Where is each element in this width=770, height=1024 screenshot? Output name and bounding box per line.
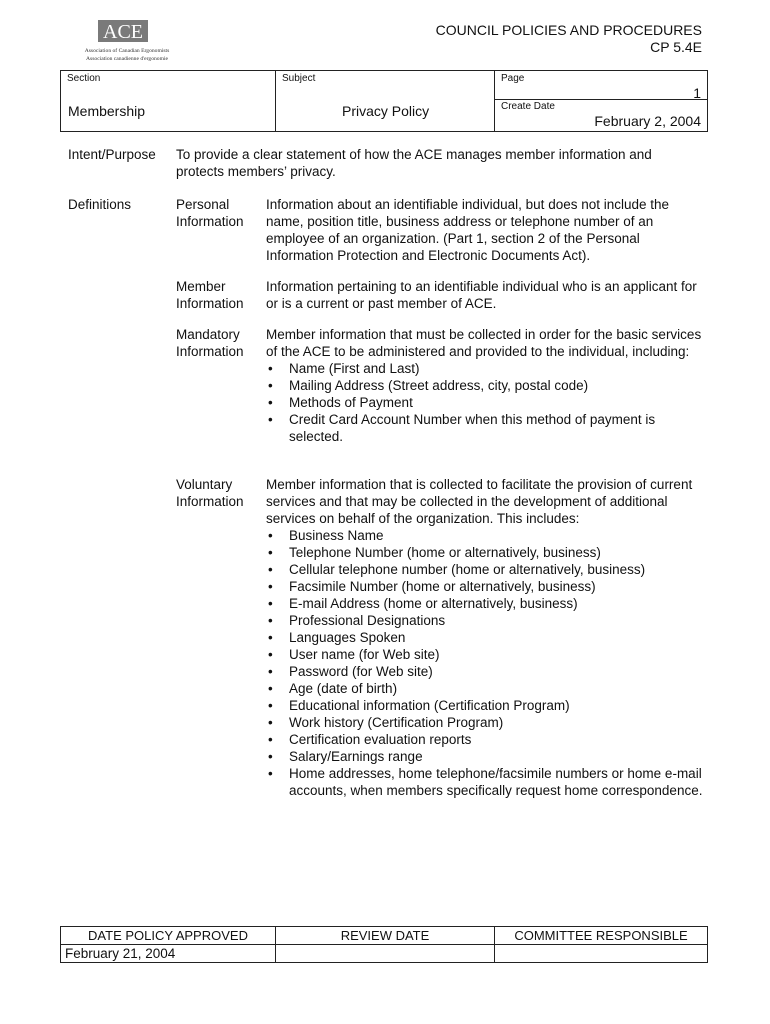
intent-row (68, 146, 708, 196)
list-item: • E-mail Address (home or alternatively, business) (266, 595, 706, 612)
list-item: • Educational information (Certification Program) (266, 697, 706, 714)
page-value: 1 (693, 85, 701, 101)
list-item: • Facsimile Number (home or alternatively, business) (266, 578, 706, 595)
list-item: • Age (date of birth) (266, 680, 706, 697)
subject-cell (276, 71, 495, 132)
mandatory-list (266, 360, 706, 445)
term-personal-information: Personal Information (176, 197, 244, 229)
list-item: • User name (for Web site) (266, 646, 706, 663)
definition-mandatory-body (266, 326, 706, 445)
definition-member-text: Information pertaining to an identifiable individual who is an applicant for or is a current or past member of ACE. (266, 279, 697, 311)
definition-mandatory-text: Member information that must be collected in order for the basic services of the ACE to be administered and provided to the individual, including: (266, 327, 702, 359)
subject-label: Subject (282, 73, 316, 84)
metadata-table (60, 70, 708, 132)
list-item: • Work history (Certification Program) (266, 714, 706, 731)
definition-member (68, 278, 708, 326)
committee-label: COMMITTEE RESPONSIBLE (495, 927, 708, 945)
ace-logo-mark (62, 18, 192, 66)
review-label: REVIEW DATE (276, 927, 495, 945)
document-header (436, 22, 702, 56)
voluntary-list (266, 527, 706, 799)
logo-acronym: ACE (103, 21, 143, 43)
ace-logo (62, 18, 192, 66)
definition-voluntary (68, 476, 708, 836)
definition-personal-text: Information about an identifiable individual, but does not include the name, position title, business address or telephone number of an employee of an organization. (Part 1, section 2 of the Personal Information Protection and Electronic Documents Act). (266, 197, 670, 263)
list-item: • Home addresses, home telephone/facsimile numbers or home e-mail accounts, when members specifically request home correspondence. (266, 765, 706, 799)
review-value (276, 945, 495, 963)
term-member-information: Member Information (176, 279, 244, 311)
page-cell (495, 71, 708, 100)
list-item: • Telephone Number (home or alternatively, business) (266, 544, 706, 561)
list-item: • Credit Card Account Number when this method of payment is selected. (266, 411, 706, 445)
definitions-label: Definitions (68, 197, 132, 212)
definition-mandatory (68, 326, 708, 476)
document-code: CP 5.4E (650, 39, 702, 55)
list-item: • Business Name (266, 527, 706, 544)
section-label: Section (67, 73, 101, 84)
list-item: • Mailing Address (Street address, city, postal code) (266, 377, 706, 394)
approved-label: DATE POLICY APPROVED (61, 927, 276, 945)
committee-value (495, 945, 708, 963)
list-item: • Methods of Payment (266, 394, 706, 411)
list-item: • Password (for Web site) (266, 663, 706, 680)
section-cell (61, 71, 276, 132)
logo-line-2: Association canadienne d'ergonomie (86, 56, 168, 62)
create-date-value: February 2, 2004 (594, 113, 701, 130)
definition-voluntary-body (266, 476, 706, 799)
definition-personal (68, 196, 708, 278)
create-date-cell (495, 100, 708, 132)
list-item: • Certification evaluation reports (266, 731, 706, 748)
term-voluntary-information: Voluntary Information (176, 477, 244, 509)
list-item: • Languages Spoken (266, 629, 706, 646)
page-label: Page (501, 73, 525, 84)
list-item: • Cellular telephone number (home or alternatively, business) (266, 561, 706, 578)
intent-label: Intent/Purpose (68, 147, 156, 162)
term-mandatory-information: Mandatory Information (176, 327, 244, 359)
document-title: COUNCIL POLICIES AND PROCEDURES (435, 22, 702, 38)
approval-table (60, 926, 708, 963)
policy-body (68, 146, 708, 836)
list-item: • Name (First and Last) (266, 360, 706, 377)
list-item: • Professional Designations (266, 612, 706, 629)
create-date-label: Create Date (501, 101, 555, 113)
definition-voluntary-text: Member information that is collected to facilitate the provision of current services and that may be collected in the development of additional services on behalf of the organization. This includes: (266, 477, 693, 526)
subject-value: Privacy Policy (342, 103, 430, 119)
list-item: • Salary/Earnings range (266, 748, 706, 765)
approved-value: February 21, 2004 (61, 945, 276, 963)
section-value: Membership (68, 103, 146, 119)
intent-text: To provide a clear statement of how the ACE manages member information and protects members’ privacy. (176, 147, 652, 179)
logo-line-1: Association of Canadian Ergonomists (84, 48, 170, 54)
